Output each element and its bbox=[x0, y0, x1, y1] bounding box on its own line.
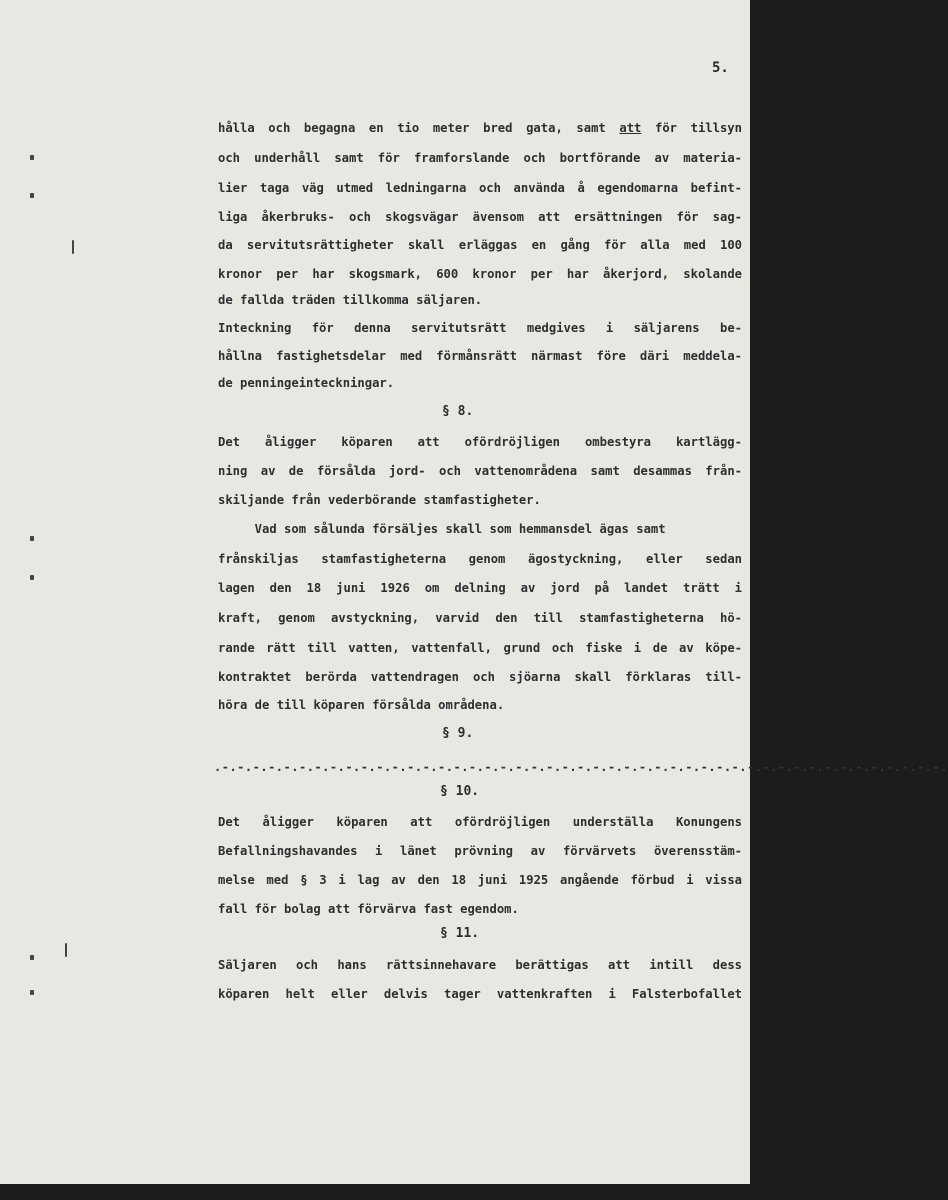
text-line: liga åkerbruks- och skogsvägar ävensom att ersättningen för sag- bbox=[218, 210, 742, 224]
text-line: de fallda träden tillkomma säljaren. bbox=[218, 293, 483, 307]
text-line: kraft, genom avstyckning, varvid den till stamfastigheterna hö- bbox=[218, 611, 742, 625]
section-heading: § 9. bbox=[442, 726, 474, 741]
section-heading: § 8. bbox=[442, 404, 474, 419]
margin-mark bbox=[30, 955, 34, 960]
text-line: melse med § 3 i lag av den 18 juni 1925 angående förbud i vissa bbox=[218, 873, 742, 887]
text-line: lier taga väg utmed ledningarna och använda å egendomarna befint- bbox=[218, 181, 742, 195]
text-line: Säljaren och hans rättsinnehavare berättigas att intill dess bbox=[218, 958, 742, 972]
text-line: lagen den 18 juni 1926 om delning av jord på landet trätt i bbox=[218, 581, 742, 595]
section-heading: § 10. bbox=[440, 784, 480, 799]
text-line: hålla och begagna en tio meter bred gata, samt att för tillsyn bbox=[218, 121, 742, 135]
text-line: Befallningshavandes i länet prövning av förvärvets överensstäm- bbox=[218, 844, 742, 858]
text-line: och underhåll samt för framforslande och bortförande av materia- bbox=[218, 151, 742, 165]
text-line: frånskiljas stamfastigheterna genom ägostyckning, eller sedan bbox=[218, 552, 742, 566]
underlined-word: att bbox=[619, 121, 642, 135]
text-line: Det åligger köparen att ofördröjligen underställa Konungens bbox=[218, 815, 742, 829]
text-line: Vad som sålunda försäljes skall som hemmansdel ägas samt bbox=[218, 522, 666, 536]
dotted-separator: .-.-.-.-.-.-.-.-.-.-.-.-.-.-.-.-.-.-.-.-.-.-.-.-.-.-.-.-.-.-.-.-.-.-.-.-.-.-.-.-.-.-.-.-.-.-.-. bbox=[214, 760, 948, 774]
text-line: Inteckning för denna servitutsrätt medgives i säljarens be- bbox=[218, 321, 742, 335]
text-line: Det åligger köparen att ofördröjligen ombestyra kartlägg- bbox=[218, 435, 742, 449]
text-line: fall för bolag att förvärva fast egendom. bbox=[218, 902, 519, 916]
text-line: hållna fastighetsdelar med förmånsrätt närmast före däri meddela- bbox=[218, 349, 742, 363]
text-line: kontraktet berörda vattendragen och sjöarna skall förklaras till- bbox=[218, 670, 742, 684]
text-line: ning av de försålda jord- och vattenområdena samt desammas från- bbox=[218, 464, 742, 478]
text-line: da servitutsrättigheter skall erläggas en gång för alla med 100 bbox=[218, 238, 742, 252]
margin-mark bbox=[65, 943, 67, 957]
margin-mark bbox=[30, 193, 34, 198]
text-line: höra de till köparen försålda områdena. bbox=[218, 698, 505, 712]
margin-mark bbox=[30, 990, 34, 995]
text-line: skiljande från vederbörande stamfastigheter. bbox=[218, 493, 541, 507]
text-line: de penningeinteckningar. bbox=[218, 376, 395, 390]
page-number: 5. bbox=[712, 60, 729, 76]
text-line: rande rätt till vatten, vattenfall, grund och fiske i de av köpe- bbox=[218, 641, 742, 655]
margin-mark bbox=[30, 536, 34, 541]
margin-mark bbox=[30, 575, 34, 580]
margin-mark bbox=[30, 155, 34, 160]
margin-mark bbox=[72, 240, 74, 254]
text-line: köparen helt eller delvis tager vattenkraften i Falsterbofallet bbox=[218, 987, 742, 1001]
text-line: kronor per har skogsmark, 600 kronor per har åkerjord, skolande bbox=[218, 267, 742, 281]
section-heading: § 11. bbox=[440, 926, 480, 941]
